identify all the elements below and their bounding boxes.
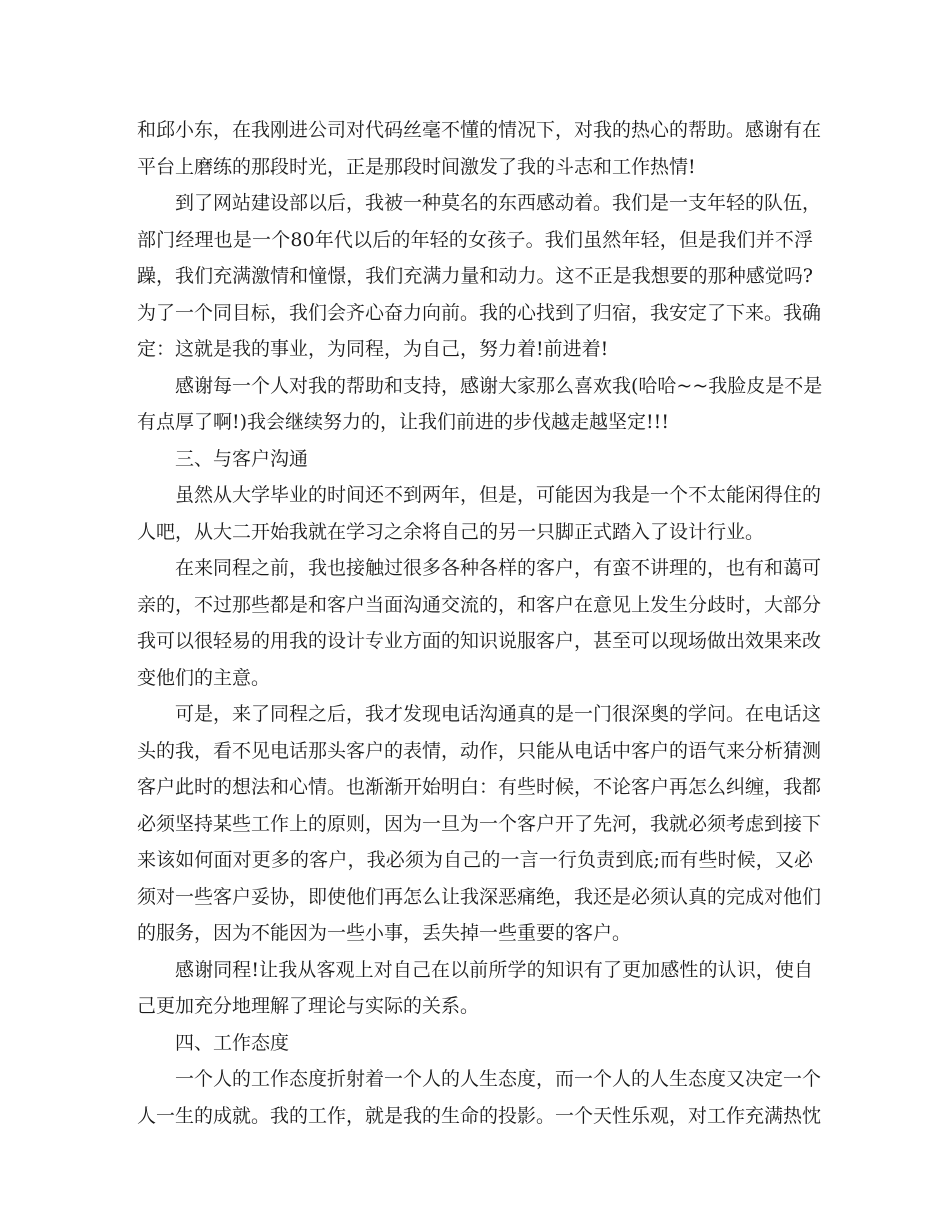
text-line: 部门经理也是一个80年代以后的年轻的女孩子。我们虽然年轻，但是我们并不浮 (137, 228, 813, 251)
text-line: 虽然从大学毕业的时间还不到两年，但是，可能因为我是一个不太能闲得住的 (175, 484, 822, 506)
text-line: 我可以很轻易的用我的设计专业方面的知识说服客户，甚至可以现场做出效果来改 (137, 630, 822, 652)
text-line: 定：这就是我的事业，为同程，为自己，努力着!前进着! (137, 338, 609, 360)
text-line: 须对一些客户妥协，即使他们再怎么让我深恶痛绝，我还是必须认真的完成对他们 (137, 885, 822, 908)
text-line: 的服务，因为不能因为一些小事，丢失掉一些重要的客户。 (137, 922, 632, 944)
text-line: 三、与客户沟通 (175, 447, 309, 470)
text-line: 平台上磨练的那段时光，正是那段时间激发了我的斗志和工作热情! (137, 155, 696, 178)
text-line: 为了一个同目标，我们会齐心奋力向前。我的心找到了归宿，我安定了下来。我确 (137, 301, 822, 324)
text-line: 感谢每一个人对我的帮助和支持，感谢大家那么喜欢我(哈哈~~我脸皮是不是 (175, 374, 823, 397)
text-line: 变他们的主意。 (137, 666, 271, 689)
text-line: 一个人的工作态度折射着一个人的人生态度，而一个人的人生态度又决定一个 (175, 1068, 822, 1090)
text-line: 人吧，从大二开始我就在学习之余将自己的另一只脚正式踏入了设计行业。 (137, 520, 765, 543)
text-line: 感谢同程!让我从客观上对自己在以前所学的知识有了更加感性的认识，使自 (175, 958, 813, 981)
text-line: 和邱小东，在我刚进公司对代码丝毫不懂的情况下，对我的热心的帮助。感谢有在 (137, 119, 822, 141)
text-line: 四、工作态度 (175, 1031, 290, 1054)
text-line: 到了网站建设部以后，我被一种莫名的东西感动着。我们是一支年轻的队伍， (175, 192, 822, 214)
text-line: 己更加充分地理解了理论与实际的关系。 (137, 995, 480, 1017)
text-line: 在来同程之前，我也接触过很多各种各样的客户，有蛮不讲理的，也有和蔼可 (175, 557, 822, 579)
text-line: 客户此时的想法和心情。也渐渐开始明白：有些时候，不论客户再怎么纠缠，我都 (137, 776, 822, 798)
text-line: 躁，我们充满激情和憧憬，我们充满力量和动力。这不正是我想要的那种感觉吗? (137, 265, 813, 287)
document-body-text (137, 112, 823, 1134)
text-line: 有点厚了啊!)我会继续努力的，让我们前进的步伐越走越坚定!!! (137, 411, 669, 433)
text-line: 头的我，看不见电话那头客户的表情，动作，只能从电话中客户的语气来分析猜测 (137, 739, 822, 762)
text-line: 人一生的成就。我的工作，就是我的生命的投影。一个天性乐观，对工作充满热忱 (137, 1104, 822, 1127)
text-line: 来该如何面对更多的客户，我必须为自己的一言一行负责到底;而有些时候，又必 (137, 849, 813, 871)
text-line: 亲的，不过那些都是和客户当面沟通交流的，和客户在意见上发生分歧时，大部分 (137, 593, 822, 616)
text-line: 必须坚持某些工作上的原则，因为一旦为一个客户开了先河，我就必须考虑到接下 (137, 812, 822, 835)
text-line: 可是，来了同程之后，我才发现电话沟通真的是一门很深奥的学问。在电话这 (175, 703, 822, 725)
